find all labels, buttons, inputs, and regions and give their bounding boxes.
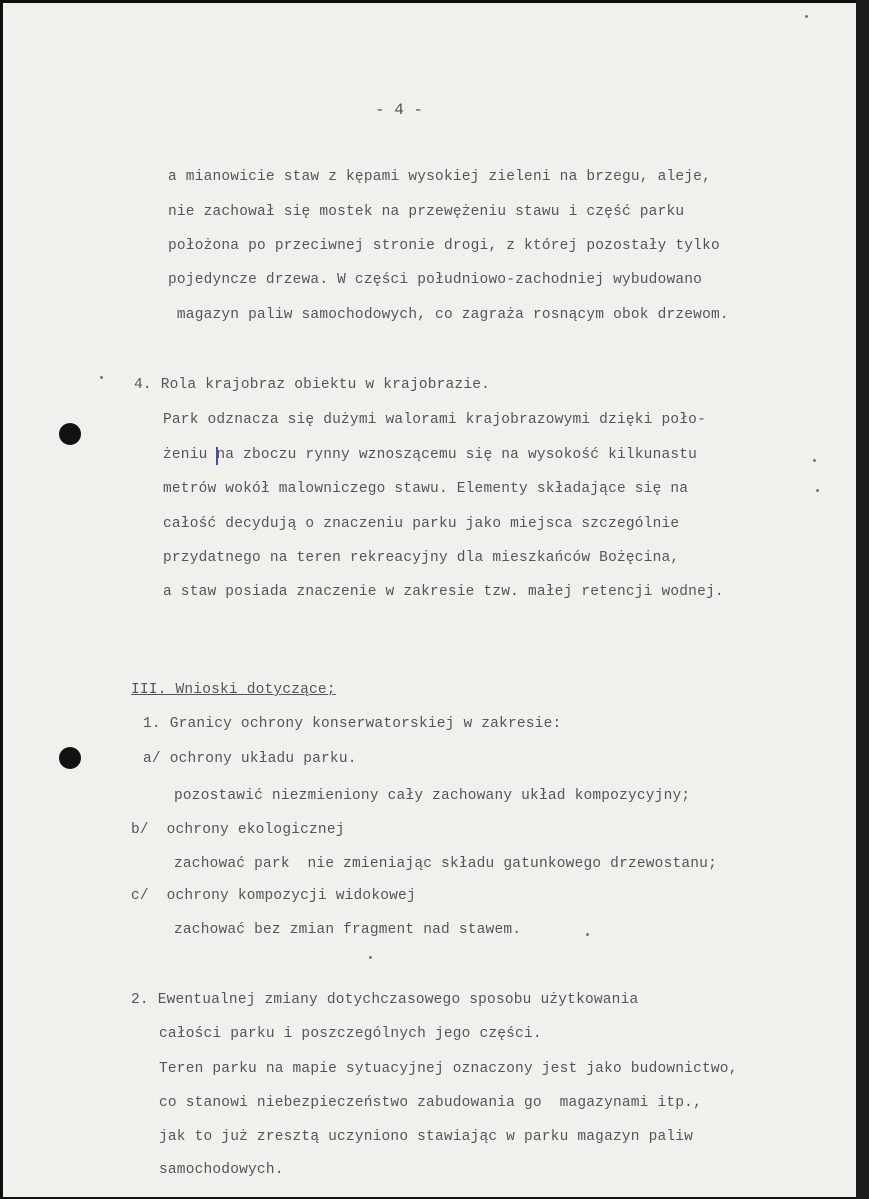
speck [805, 15, 808, 18]
section-4-heading: 4. Rola krajobraz obiektu w krajobrazie. [134, 377, 491, 393]
list-item: 1. Granicy ochrony konserwatorskiej w zakresie: [143, 716, 562, 732]
text-line: całości parku i poszczególnych jego części. [159, 1026, 542, 1042]
text-line: pozostawić niezmieniony cały zachowany układ kompozycyjny; [174, 788, 691, 804]
punch-hole-bottom [59, 747, 81, 769]
text-line: jak to już zresztą uczyniono stawiając w parku magazyn paliw [159, 1129, 694, 1145]
list-item: 2. Ewentualnej zmiany dotychczasowego sposobu użytkowania [131, 992, 639, 1008]
speck [586, 933, 589, 936]
text-line: całość decydują o znaczeniu parku jako miejsca szczególnie [163, 516, 680, 532]
list-item: b/ ochrony ekologicznej [131, 822, 345, 838]
text-line: metrów wokół malowniczego stawu. Elementy składające się na [163, 481, 689, 497]
page-number: - 4 - [375, 101, 424, 119]
document-page [3, 3, 863, 1197]
speck [369, 956, 372, 959]
text-line: magazyn paliw samochodowych, co zagraża rosnącym obok drzewom. [168, 307, 729, 323]
list-item: a/ ochrony układu parku. [143, 751, 357, 767]
text-line: nie zachował się mostek na przewężeniu stawu i część parku [168, 204, 685, 220]
text-line: Teren parku na mapie sytuacyjnej oznaczony jest jako budownictwo, [159, 1061, 738, 1077]
section-iii-heading: III. Wnioski dotyczące; [131, 682, 336, 698]
list-item: c/ ochrony kompozycji widokowej [131, 888, 416, 904]
text-line: co stanowi niebezpieczeństwo zabudowania go magazynami itp., [159, 1095, 702, 1111]
text-line: położona po przeciwnej stronie drogi, z której pozostały tylko [168, 238, 720, 254]
text-line: a mianowicie staw z kępami wysokiej zieleni na brzegu, aleje, [168, 169, 711, 185]
text-line: zachować bez zmian fragment nad stawem. [174, 922, 522, 938]
text-line: żeniu na zboczu rynny wznoszącemu się na wysokość kilkunastu [163, 447, 698, 463]
speck [813, 459, 816, 462]
speck [100, 376, 103, 379]
scan-border [856, 0, 869, 1199]
text-line: samochodowych. [159, 1162, 284, 1178]
text-line: pojedyncze drzewa. W części południowo-zachodniej wybudowano [168, 272, 703, 288]
text-line: a staw posiada znaczenie w zakresie tzw. małej retencji wodnej. [163, 584, 724, 600]
text-line: Park odznacza się dużymi walorami krajobrazowymi dzięki poło- [163, 412, 706, 428]
text-line: przydatnego na teren rekreacyjny dla mieszkańców Bożęcina, [163, 550, 680, 566]
punch-hole-top [59, 423, 81, 445]
text-line: zachować park nie zmieniając składu gatunkowego drzewostanu; [174, 856, 717, 872]
speck [816, 489, 819, 492]
